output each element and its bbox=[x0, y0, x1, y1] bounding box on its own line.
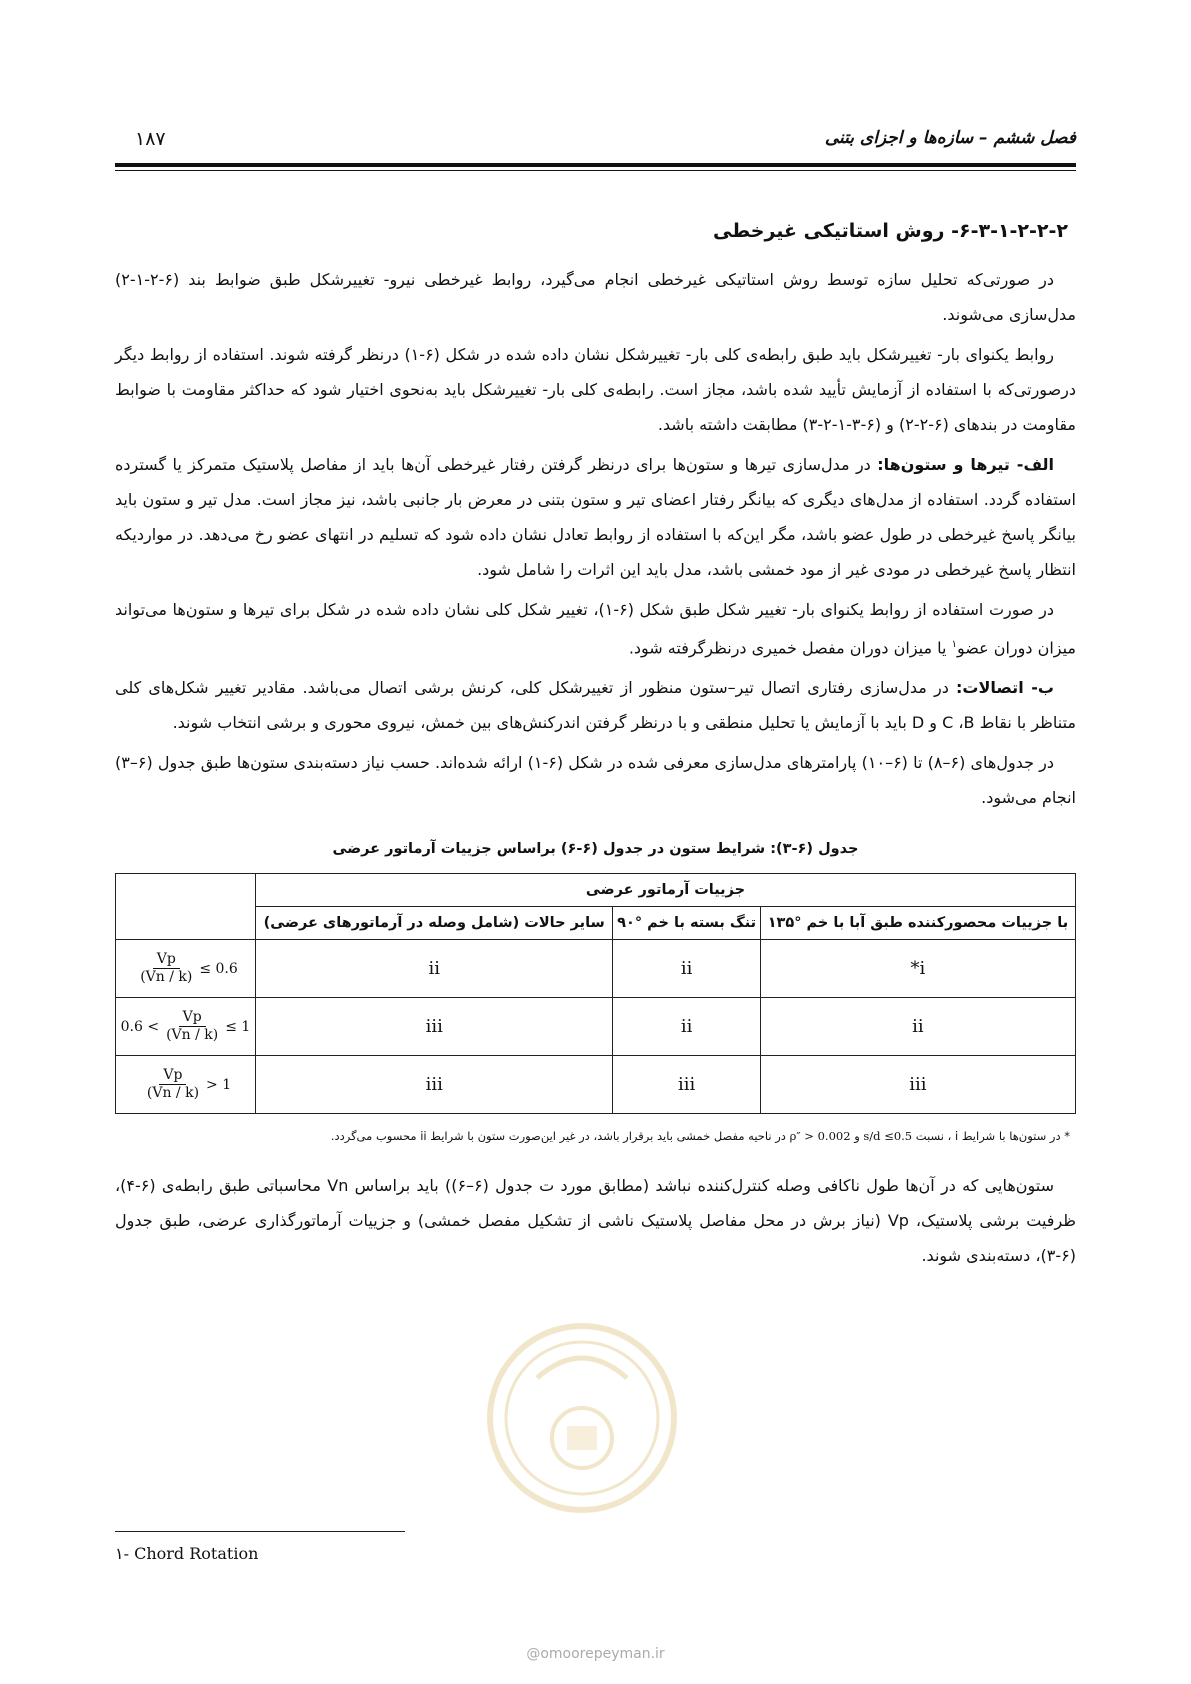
header-rule-thin bbox=[115, 170, 1076, 171]
table-cell: iii bbox=[256, 998, 613, 1056]
paragraph-7: ستون‌هایی که در آن‌ها طول ناکافی وصله کنترل‌کننده نباشد (مطابق مورد ت جدول (۶–۶)) باید براساس Vn محاسباتی طبق رابطه‌ی (۶-۴)، ظرفیت برشی پلاستیک، Vp (نیاز برش در محل مفاصل پلاستیک ناشی از تشکیل مفصل خمشی) و جزییات آرماتورگذاری عرضی، طبق جدول (۶-۳)، دسته‌بندی شوند. bbox=[115, 1176, 1077, 1266]
paragraph-4-b: یا میزان دوران مفصل خمیری درنظرگرفته شود. bbox=[628, 638, 947, 658]
table-cell: ii bbox=[613, 940, 760, 998]
table-group-header: جزییات آرماتور عرضی bbox=[256, 874, 1076, 907]
table-row bbox=[116, 1056, 1076, 1114]
table-column-header: با جزییات محصورکننده طبق آبا با خم °۱۳۵ bbox=[760, 907, 1075, 940]
footnote: ۱- Chord Rotation bbox=[115, 1544, 259, 1563]
condition-right: ≤ 1 bbox=[225, 1018, 251, 1035]
paragraph-3 bbox=[115, 447, 1076, 587]
paragraph-4 bbox=[115, 592, 1076, 665]
table-condition-cell bbox=[116, 998, 256, 1056]
table-note-sd: s/d ≤0.5 bbox=[863, 1129, 913, 1144]
fraction-denominator: (Vn / k) bbox=[166, 1027, 219, 1044]
table-column-header: سایر حالات (شامل وصله در آرماتورهای عرضی) bbox=[256, 907, 613, 940]
table-cell: iii bbox=[256, 1056, 613, 1114]
paragraph-5-body: در مدل‌سازی رفتاری اتصال تیر–ستون منظور از تغییرشکل کلی، کرنش برشی اتصال می‌باشد. مقادیر تغییر شکل‌های کلی متناظر با نقاط C ،B و D باید با آزمایش یا تحلیل منطقی و با درنظر گرفتن اندرکنش‌های بین خمش، نیروی محوری و برشی انتخاب شوند. bbox=[115, 678, 1076, 733]
condition-fraction bbox=[162, 1009, 222, 1044]
table-condition-cell bbox=[116, 1056, 256, 1114]
table-cell: iii bbox=[613, 1056, 760, 1114]
table-note bbox=[115, 1126, 1070, 1146]
condition-right: > 1 bbox=[206, 1076, 232, 1093]
watermark-seal-icon bbox=[482, 1318, 682, 1518]
condition-fraction bbox=[143, 1067, 203, 1102]
table-row bbox=[116, 940, 1076, 998]
paragraph-2: روابط یکنوای بار- تغییرشکل باید طبق رابطه‌ی کلی بار- تغییرشکل نشان داده شده در شکل (۶-۱) درنظر گرفته شوند. استفاده از روابط دیگر درصورتی‌که با استفاده از آزمایش تأیید شده باشد، مجاز است. رابطه‌ی کلی بار- تغییرشکل باید به‌نحوی اختیار شود که حداکثر مقاومت با ضوابط مقاومت در بندهای (۶-۲-۲) و (۶-۳-۱-۲-۳) مطابقت داشته باشد. bbox=[115, 345, 1076, 434]
table-cell: ii bbox=[760, 998, 1075, 1056]
table-cell: ii bbox=[613, 998, 760, 1056]
paragraph-6: در جدول‌های (۶–۸) تا (۶–۱۰) پارامترهای مدل‌سازی معرفی شده در شکل (۶-۱) ارائه شده‌اند. حسب نیاز دسته‌بندی ستون‌ها طبق جدول (۶–۳) انجام می‌شود. bbox=[115, 753, 1076, 808]
table-group-header-row bbox=[116, 874, 1076, 907]
condition-right: ≤ 0.6 bbox=[199, 960, 238, 977]
table-corner-cell bbox=[116, 874, 256, 940]
table-caption: جدول (۶-۳): شرایط ستون در جدول (۶-۶) براساس جزییات آرماتور عرضی bbox=[332, 841, 859, 858]
table-cell: ii bbox=[256, 940, 613, 998]
chapter-title: فصل ششم – سازه‌ها و اجزای بتنی bbox=[824, 128, 1076, 148]
footnote-rule bbox=[115, 1531, 405, 1532]
paragraph-5 bbox=[115, 670, 1076, 740]
condition-fraction bbox=[136, 951, 196, 986]
table-cell: iii bbox=[760, 1056, 1075, 1114]
fraction-numerator: Vp bbox=[153, 951, 180, 969]
page-number: ۱۸۷ bbox=[135, 128, 166, 150]
fraction-numerator: Vp bbox=[179, 1009, 206, 1027]
table-note-b: در ناحیه مفصل خمشی باید برقرار باشد، در غیر این‌صورت ستون با شرایط ii محسوب می‌گردد. bbox=[330, 1129, 786, 1144]
watermark-url: @omoorepeyman.ir bbox=[526, 1646, 665, 1662]
conditions-table bbox=[115, 873, 1076, 1114]
fraction-numerator: Vp bbox=[159, 1067, 186, 1085]
footnote-marker: ۱ bbox=[951, 639, 957, 650]
paragraph-4-a: در صورت استفاده از روابط یکنوای بار- تغییر شکل طبق شکل (۶-۱)، تغییر شکل کلی نشان داده شده در شکل برای تیرها و ستون‌ها می‌تواند میزان دوران عضو bbox=[115, 600, 1076, 658]
paragraph-3-lead: الف- تیرها و ستون‌ها: bbox=[877, 455, 1054, 474]
table-condition-cell bbox=[116, 940, 256, 998]
table-column-header: تنگ بسته با خم °۹۰ bbox=[613, 907, 760, 940]
table-note-a: * در ستون‌ها با شرایط i ، نسبت bbox=[915, 1129, 1070, 1144]
table-note-and: و bbox=[854, 1129, 860, 1144]
table-row bbox=[116, 998, 1076, 1056]
paragraph-3-body: در مدل‌سازی تیرها و ستون‌ها برای درنظر گرفتن رفتار غیرخطی آن‌ها باید از مفاصل پلاستیک متمرکز یا گسترده استفاده گردد. استفاده از مدل‌های دیگری که بیانگر رفتار اعضای تیر و ستون بتنی در معرض بار جانبی باشد، نیز مجاز است. مدل تیر و ستون باید بیانگر پاسخ غیرخطی در طول عضو باشد، مگر این‌که با استفاده از روابط تعادل نشان داده شود که تسلیم در انتهای عضو رخ می‌دهد. در مواردیکه انتظار پاسخ غیرخطی در مودی غیر از مود خمشی باشد، مدل باید این اثرات را شامل شود. bbox=[115, 455, 1076, 579]
table-cell: i* bbox=[760, 940, 1075, 998]
page-header bbox=[115, 128, 1076, 168]
section-heading: ۶-۳-۱-۲-۲-۲- روش استاتیکی غیرخطی bbox=[713, 220, 1068, 242]
paragraph-5-lead: ب- اتصالات: bbox=[956, 678, 1055, 698]
table-column-header-row bbox=[116, 907, 1076, 940]
main-content bbox=[115, 214, 1076, 1278]
paragraph-1: در صورتی‌که تحلیل سازه توسط روش استاتیکی غیرخطی انجام می‌گیرد، روابط غیرخطی نیرو- تغییرشکل طبق ضوابط بند (۶-۲-۱-۲) مدل‌سازی می‌شوند. bbox=[115, 270, 1076, 324]
fraction-denominator: (Vn / k) bbox=[146, 1085, 200, 1102]
condition-left: 0.6 < bbox=[120, 1018, 160, 1035]
fraction-denominator: (Vn / k) bbox=[140, 969, 193, 986]
table-note-rho: ρ″ > 0.002 bbox=[789, 1129, 851, 1144]
header-rule-thick bbox=[115, 163, 1076, 167]
